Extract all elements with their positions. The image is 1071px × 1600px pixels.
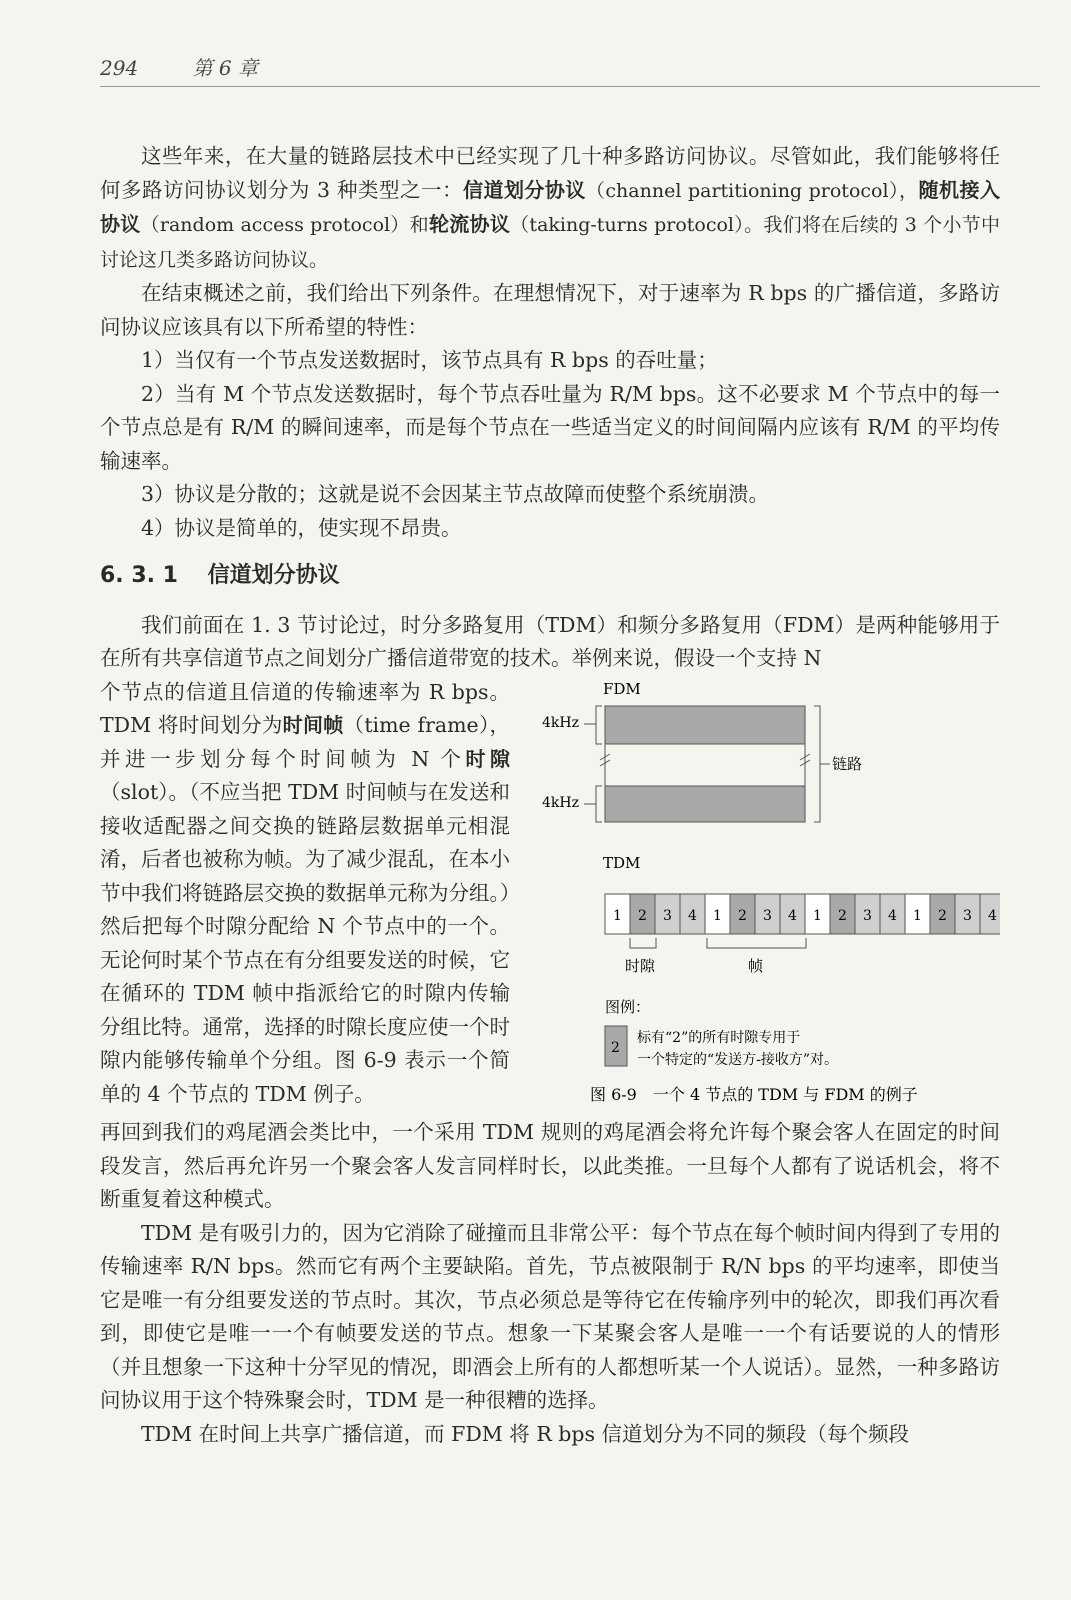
band-label-top: 4kHz: [542, 714, 579, 731]
tdm-slot-number: 4: [788, 907, 797, 924]
slot-label: 时隙: [625, 956, 656, 975]
conditions-paragraph: 在结束概述之前，我们给出下列条件。在理想情况下，对于速率为 R bps 的广播信道，多路访问协议应该具有以下所希望的特性：: [100, 281, 1000, 339]
term-channel-partitioning: 信道划分协议: [462, 177, 586, 202]
tdm-slot-number: 3: [763, 907, 772, 924]
tdm-slot-number: 2: [938, 907, 947, 924]
list-item: 1）当仅有一个节点发送数据时，该节点具有 R bps 的吞吐量；: [141, 348, 718, 372]
tdm-tradeoff-paragraph: TDM 是有吸引力的，因为它消除了碰撞而且非常公平：每个节点在每个帧时间内得到了专用的传输速率 R/N bps。然而它有两个主要缺陷。首先，节点被限制于 R/N bps 的平均速率，即使当它是唯一有分组要发送的节点时。其次，节点必须总是等待它在传输序列中的轮次，即我们再次看到，即使它是唯一一个有帧要发送的节点。想象一下某聚会客人是唯一一个有话要说的人的情形（并且想象一下这种十分罕见的情况，即酒会上所有的人都想听某一个人说话）。显然，一种多路访问协议用于这个特殊聚会时，TDM 是一种很糟的选择。: [100, 1220, 1000, 1412]
section-heading: [100, 559, 1000, 593]
chapter-label: 第 6 章: [192, 56, 258, 80]
section-title: 信道划分协议: [207, 563, 340, 588]
frame-label: 帧: [748, 956, 764, 975]
tdm-slot-number: 1: [613, 907, 622, 924]
legend-title: 图例：: [605, 997, 651, 1016]
term-taking-turns: 轮流协议: [428, 212, 511, 236]
tdm-slot-number: 4: [988, 907, 997, 924]
running-head: [100, 52, 1040, 81]
fdm-label: FDM: [603, 679, 641, 698]
tdm-slot-number: 4: [688, 907, 697, 924]
list-item: 2）当有 M 个节点发送数据时，每个节点吞吐量为 R/M bps。这不必要求 M 个节点中的每一个节点总是有 R/M 的瞬间速率，而是每个节点在一些适当定义的时间间隔内应该有 R/M 的平均传输速率。: [100, 381, 1000, 473]
figure-caption: 图 6-9 一个 4 节点的 TDM 与 FDM 的例子: [590, 1084, 918, 1104]
tdm-slot-number: 3: [963, 907, 972, 924]
list-item: 4）协议是简单的，使实现不昂贵。: [141, 515, 462, 540]
tdm-slot-number: 3: [863, 907, 872, 924]
tdm-description-paragraph: 个节点的信道且信道的传输速率为 R bps。TDM 将时间划分为时间帧（time frame），并进一步划分每个时间帧为 N 个时隙（slot）。（不应当把 TDM 时间帧与在发送和接收适配器之间交换的链路层数据单元相混淆，后者也被称为帧。为了减少混乱，在本小节中我们将链路层交换的数据单元称为分组。）然后把每个时隙分配给 N 个节点中的一个。无论何时某个节点在有分组要发送的时候，它在循环的 TDM 帧中指派给它的时隙内传输分组比特。通常，选择的时隙长度应使一个时隙内能够传输单个分组。图 6-9 表示一个简单的 4 个节点的 TDM 例子。: [100, 679, 511, 1106]
intro-paragraph: 这些年来，在大量的链路层技术中已经实现了几十种多路访问协议。尽管如此，我们能够将任何多路访问协议划分为 3 种类型之一：信道划分协议（channel partitioning protocol），随机接入协议（random access protocol）和轮流协议（taking-turns protocol）。我们将在后续的 3 个小节中讨论这几类多路访问协议。: [100, 144, 1001, 271]
fdm-band-bottom: [605, 786, 805, 822]
page-number: 294: [100, 56, 139, 80]
tdm-slot-number: 3: [663, 907, 672, 924]
legend-swatch-label: 2: [611, 1039, 620, 1056]
legend-text-line2: 一个特定的“发送方-接收方”对。: [637, 1051, 839, 1068]
list-item: 3）协议是分散的；这就是说不会因某主节点故障而使整个系统崩溃。: [141, 482, 770, 506]
tdm-slot-number: 4: [888, 907, 897, 924]
tdm-fdm-diagram: [510, 676, 1000, 1106]
legend-text-line1: 标有“2”的所有时隙专用于: [637, 1029, 801, 1046]
tdm-slot-number: 1: [813, 907, 822, 924]
tdm-slot-number: 2: [738, 907, 747, 924]
tdm-label: TDM: [603, 853, 641, 872]
tdm-slot-number: 2: [838, 907, 847, 924]
link-label: 链路: [832, 754, 863, 773]
slot-bracket: [630, 938, 656, 948]
tdm-slot-number: 1: [713, 907, 722, 924]
section-number: 6. 3. 1: [100, 563, 178, 588]
fdm-paragraph: TDM 在时间上共享广播信道，而 FDM 将 R bps 信道划分为不同的频段（每个频段: [141, 1421, 910, 1446]
term-slot: 时隙: [465, 746, 510, 771]
tdm-intro-paragraph: 我们前面在 1. 3 节讨论过，时分多路复用（TDM）和频分多路复用（FDM）是两种能够用于在所有共享信道节点之间划分广播信道带宽的技术。举例来说，假设一个支持 N: [100, 612, 1000, 670]
band-label-bottom: 4kHz: [542, 794, 579, 811]
tdm-slot-row: [605, 894, 1000, 934]
figure-6-9: [510, 676, 1000, 1117]
tdm-slot-number: 1: [913, 907, 922, 924]
fdm-band-top: [605, 706, 805, 744]
frame-bracket: [707, 938, 806, 948]
tdm-slot-number: 2: [638, 907, 647, 924]
cocktail-paragraph: 再回到我们的鸡尾酒会类比中，一个采用 TDM 规则的鸡尾酒会将允许每个聚会客人在固定的时间段发言，然后再允许另一个聚会客人发言同样时长，以此类推。一旦每个人都有了说话机会，将不断重复着这种模式。: [100, 1120, 1000, 1211]
page-body: [100, 140, 1000, 1451]
term-random-access: 随机接入协议: [100, 177, 1001, 236]
header-rule: [100, 86, 1040, 87]
text-figure-wrap: [100, 676, 1000, 1117]
term-time-frame: 时间帧: [282, 713, 344, 737]
